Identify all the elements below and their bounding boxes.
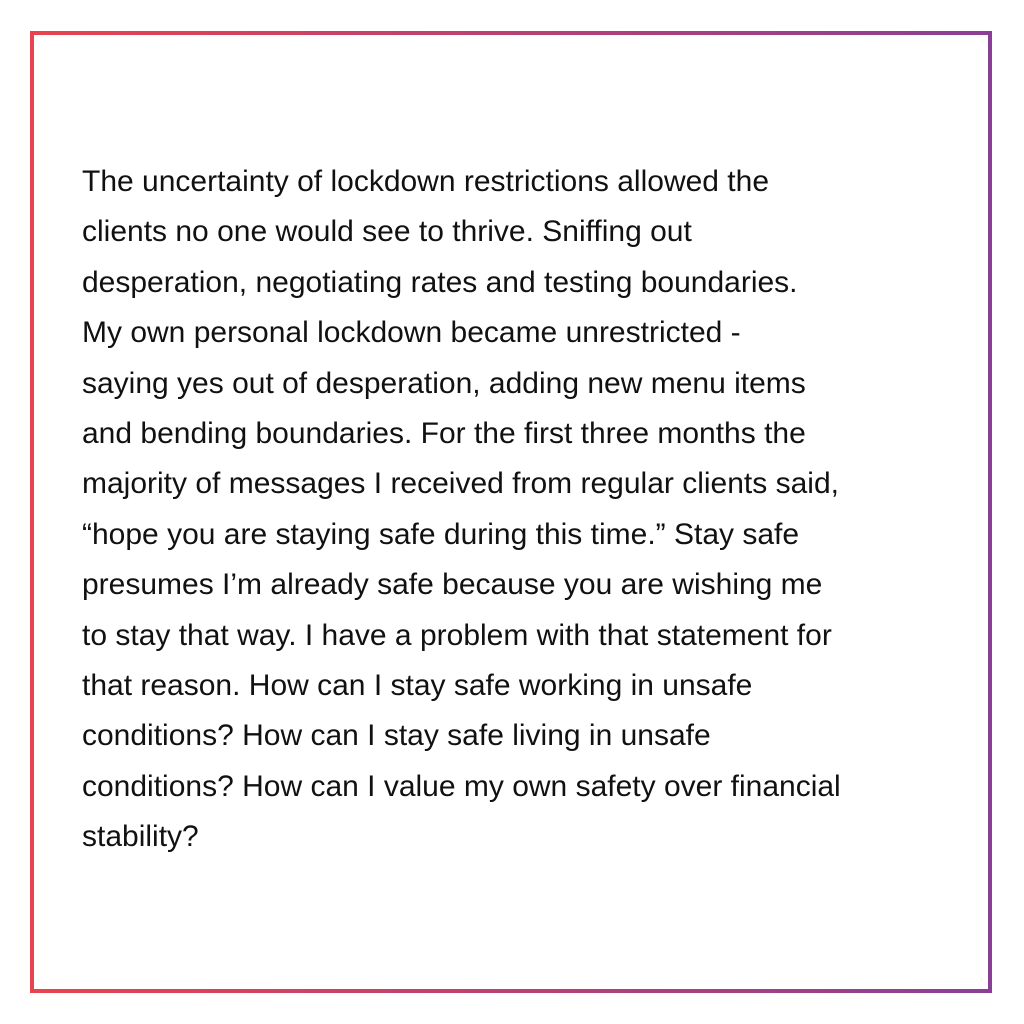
body-text: [82, 157, 962, 863]
text-line: conditions? How can I stay safe living in unsafe: [82, 719, 711, 753]
text-line: stability?: [82, 820, 199, 854]
text-line: “hope you are staying safe during this time.” Stay safe: [82, 517, 800, 551]
text-line: majority of messages I received from regular clients said,: [82, 467, 839, 501]
text-line: to stay that way. I have a problem with that statement for: [82, 618, 832, 652]
text-line: desperation, negotiating rates and testing boundaries.: [82, 265, 798, 299]
text-line: that reason. How can I stay safe working in unsafe: [82, 669, 753, 703]
text-line: My own personal lockdown became unrestricted -: [82, 316, 741, 350]
text-line: clients no one would see to thrive. Sniffing out: [82, 215, 692, 249]
text-line: The uncertainty of lockdown restrictions allowed the: [82, 165, 770, 198]
text-line: presumes I’m already safe because you are wishing me: [82, 568, 823, 602]
text-line: and bending boundaries. For the first three months the: [82, 417, 806, 451]
text-line: conditions? How can I value my own safety over financial: [82, 769, 841, 803]
text-line: saying yes out of desperation, adding new menu items: [82, 366, 806, 400]
